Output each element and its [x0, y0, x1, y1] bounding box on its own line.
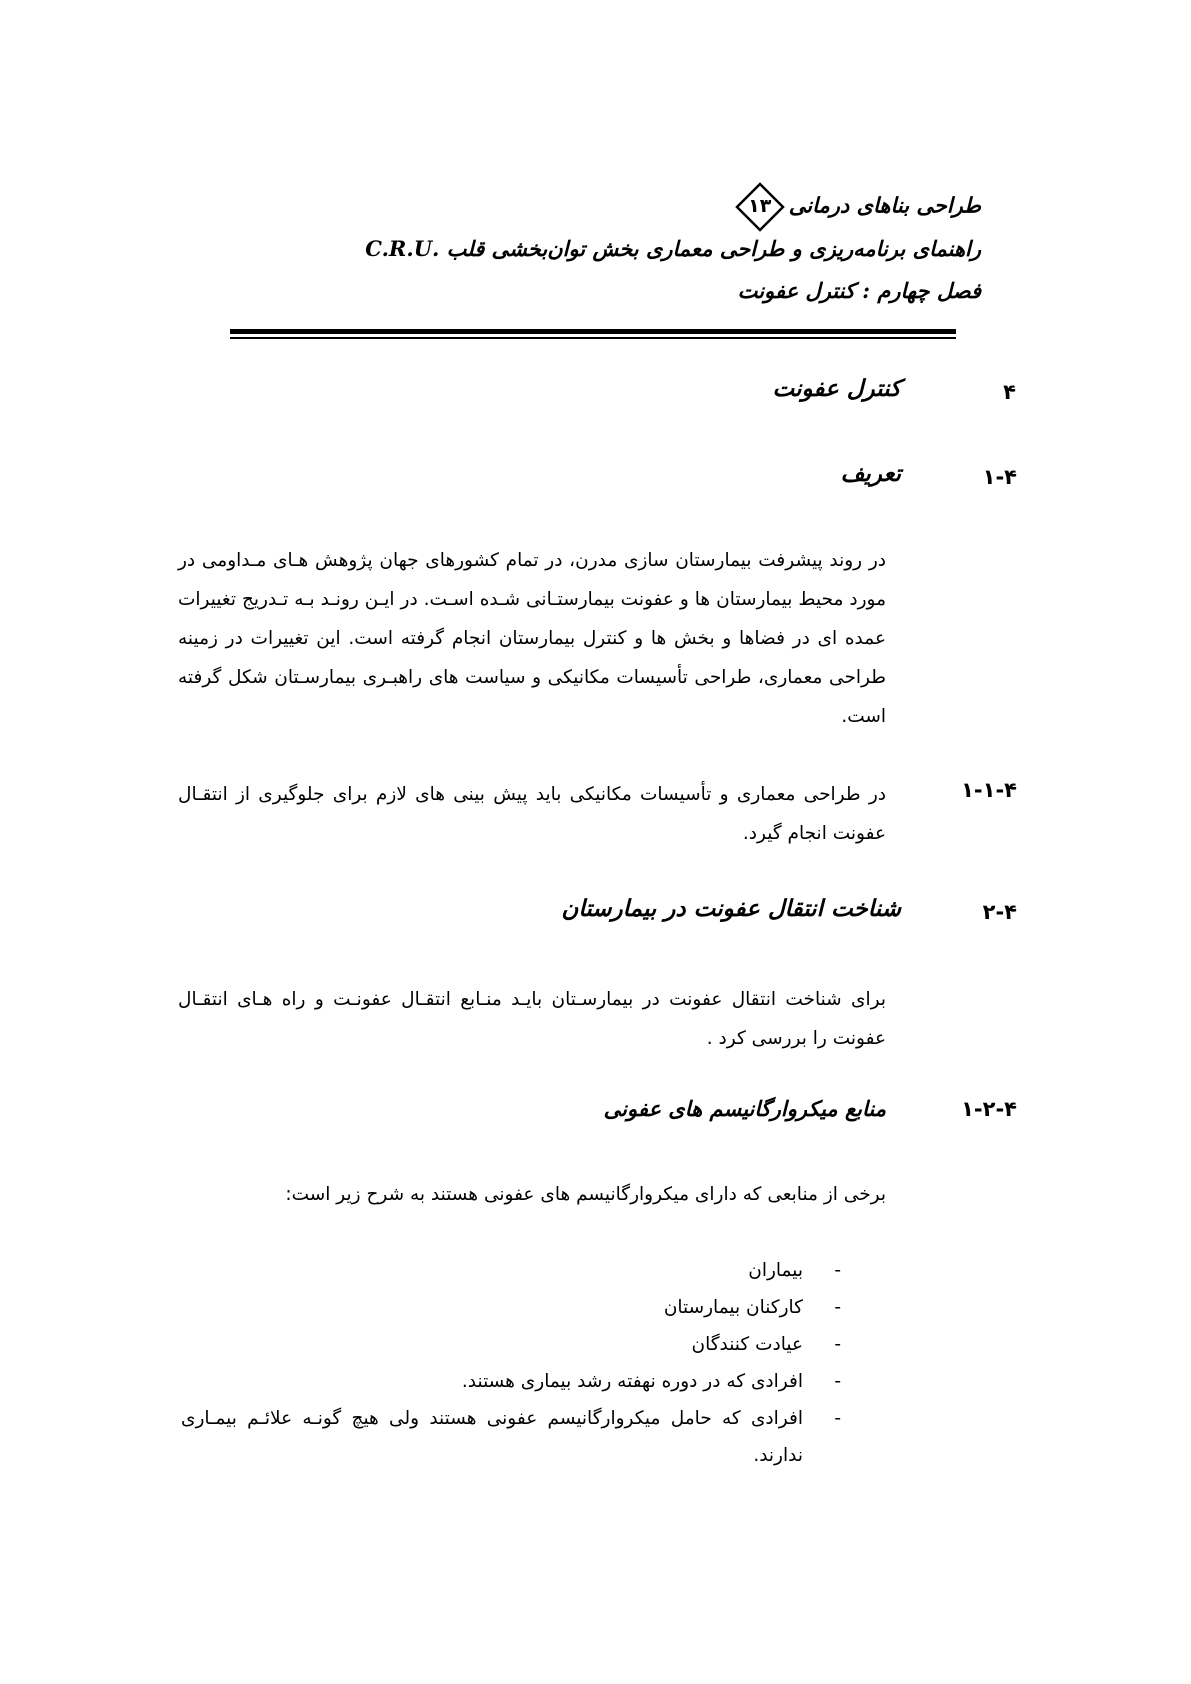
header-rule-thick: [230, 329, 956, 334]
header-title-line: [731, 182, 981, 232]
section-4-1-1-number: ۱-۱-۴: [961, 778, 1017, 802]
section-4-number: ۴: [1003, 380, 1016, 404]
header-chapter: فصل چهارم : کنترل عفونت: [737, 278, 981, 303]
list-item: [181, 1326, 841, 1363]
section-4-1-number: ۱-۴: [982, 465, 1017, 489]
bullet-dash: -: [834, 1297, 841, 1318]
infection-sources-list: [181, 1252, 841, 1474]
bullet-dash: -: [834, 1334, 841, 1355]
header-subtitle: راهنمای برنامه‌ریزی و طراحی معماری بخش توان‌بخشی قلب .C.R.U: [365, 236, 981, 261]
header-title: طراحی بناهای درمانی: [788, 192, 981, 218]
section-4-1-title: تعریف: [840, 460, 901, 487]
section-4-2-1-intro: [246, 1175, 886, 1214]
section-4-title: کنترل عفونت: [772, 375, 901, 402]
list-item: [181, 1400, 841, 1474]
list-item-text: بیماران: [748, 1260, 803, 1281]
list-item-text: افرادی که حامل میکروارگانیسم عفونی هستند ولی هیچ گونـه علائـم بیمـاری ندارند.: [181, 1408, 803, 1466]
header-rule-thin: [230, 337, 956, 339]
bullet-dash: -: [834, 1408, 841, 1429]
list-item: [181, 1289, 841, 1326]
section-4-1-paragraph: [178, 541, 886, 736]
paragraph-text: در روند پیشرفت بیمارستان سازی مدرن، در تمام کشورهای جهان پژوهش هـای مـداومی در مورد محیط بیمارستان ها و عفونت بیمارستـانی شـده اسـت. در ایـن رونـد بـه تـدریج تغییرات عمده ای در فضاها و بخش ها و کنترل بیمارستان انجام گرفته است. این تغییرات در زمینه طراحی معماری، طراحی تأسیسات مکانیکی و سیاست های راهبـری بیمارسـتان شکل گرفته است.: [178, 550, 886, 727]
section-4-2-title: شناخت انتقال عفونت در بیمارستان: [561, 895, 901, 922]
list-item: [181, 1252, 841, 1289]
section-4-2-number: ۲-۴: [982, 900, 1017, 924]
page-number-badge: [735, 182, 785, 232]
list-item-text: کارکنان بیمارستان: [663, 1297, 803, 1318]
list-item-text: عیادت کنندگان: [691, 1334, 803, 1355]
section-4-2-1-title: منابع میکروارگانیسم های عفونی: [603, 1096, 886, 1121]
list-item: [181, 1363, 841, 1400]
section-4-2-1-number: ۱-۲-۴: [961, 1097, 1017, 1121]
section-4-1-1-paragraph: [178, 775, 886, 853]
bullet-dash: -: [834, 1371, 841, 1392]
intro-text: برخی از منابعی که دارای میکروارگانیسم های عفونی هستند به شرح زیر است:: [285, 1184, 886, 1205]
paragraph-text: برای شناخت انتقال عفونت در بیمارسـتان بایـد منـابع انتقـال عفونـت و راه هـای انتقـال عفونت را بررسی کرد .: [178, 989, 886, 1049]
list-item-text: افرادی که در دوره نهفته رشد بیماری هستند.: [461, 1371, 803, 1392]
section-4-2-paragraph: [178, 980, 886, 1058]
page-number: ۱۳: [748, 195, 772, 217]
bullet-dash: -: [834, 1260, 841, 1281]
paragraph-text: در طراحی معماری و تأسیسات مکانیکی باید پیش بینی های لازم برای جلوگیری از انتقـال عفونت انجام گیرد.: [178, 784, 886, 844]
